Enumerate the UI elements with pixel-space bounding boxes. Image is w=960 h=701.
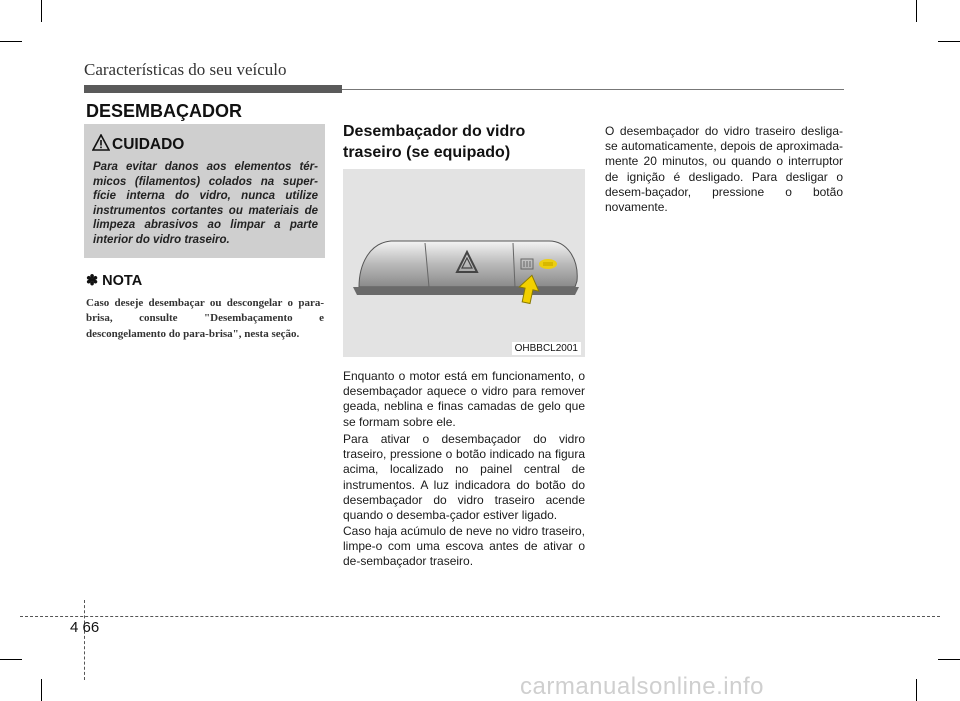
section-header: Características do seu veículo (84, 60, 287, 79)
crop-mark (41, 679, 42, 701)
paragraph: Para ativar o desembaçador do vidro traseiro, pressione o botão indicado na figura acima, localizado no painel central de instrumentos. A luz indicadora do botão do desembaçador do vidro traseiro acende quando o desemba-çador estiver ligado. (343, 432, 585, 523)
page-number: 4 66 (70, 619, 100, 636)
page-title: DESEMBAÇADOR (86, 101, 243, 121)
header-rule (342, 89, 844, 90)
crop-mark (916, 679, 917, 701)
caution-box (84, 124, 325, 258)
caution-text: Para evitar danos aos elementos tér-micos (filamentos) colados na super-fície interna do vidro, nunca utilize instrumentos cortantes ou materiais de limpeza abrasivos ao limpar a parte interior do vidro traseiro. (93, 161, 318, 246)
switch-panel-illustration (343, 169, 585, 357)
nota-text: Caso deseje desembaçar ou descongelar o para-brisa, consulte "Desembaçamento e descongelamento do para-brisa", nesta seção. (86, 297, 324, 340)
header-bar (84, 85, 342, 93)
nota-title: ✽ NOTA (86, 273, 143, 289)
rear-defroster-title: Desembaçador do vidro traseiro (se equipado) (343, 123, 526, 161)
footer-divider (20, 616, 940, 617)
crop-mark (0, 659, 22, 660)
crop-mark (0, 41, 22, 42)
paragraph: Enquanto o motor está em funcionamento, o desembaçador aquece o vidro para remover geada, neblina e finas camadas de gelo que se formam sobre ele. (343, 369, 585, 429)
crop-mark (916, 0, 917, 22)
caution-title: CUIDADO (112, 136, 185, 153)
warning-triangle-icon (92, 134, 110, 156)
paragraph-right: O desembaçador do vidro traseiro desliga-se automaticamente, depois de aproximada-mente 20 minutos, ou quando o interruptor de ignição é desligado. Para desligar o desem-baçador, pressione o botão novamente. (605, 124, 843, 215)
crop-mark (938, 41, 960, 42)
crop-mark (41, 0, 42, 22)
crop-mark (938, 659, 960, 660)
paragraph: Caso haja acúmulo de neve no vidro traseiro, limpe-o com uma escova antes de ativar o de-sembaçador traseiro. (343, 524, 585, 569)
page-number-divider (84, 600, 85, 680)
figure-code: OHBBCL2001 (512, 342, 581, 355)
watermark: carmanualsonline.info (520, 673, 764, 700)
switch-panel-figure (343, 169, 585, 357)
